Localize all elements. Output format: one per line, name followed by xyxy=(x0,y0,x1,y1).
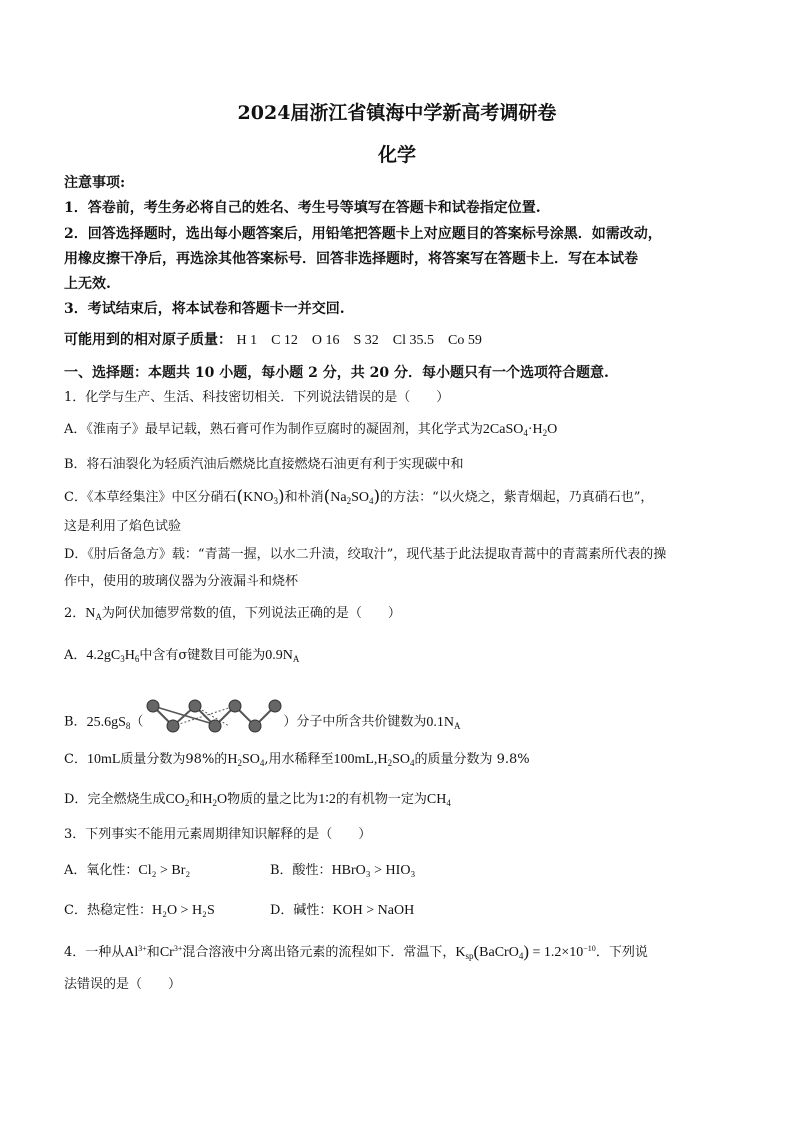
q4-cr3: $Cr^{3+}$ xyxy=(159,944,183,960)
q2-d-ratio: 1∶2 xyxy=(318,792,336,807)
q1-option-d-line-2: 作中，使用的玻璃仪器为分液漏斗和烧杯 xyxy=(64,574,299,589)
q4-stem-line-2: 法错误的是（ ） xyxy=(64,977,182,992)
q2-d-h2o: $H_2O$ xyxy=(202,792,228,808)
q1-a-formula: $2CaSO_4\cdot H_2O$ xyxy=(482,422,558,438)
atomic-mass-values: H 1 C 12 O 16 S 32 Cl 35.5 Co 59 xyxy=(236,333,482,348)
section-1-heading: 一、选择题：本题共 10 小题，每小题 2 分，共 20 分．每小题只有一个选项符合题意. xyxy=(64,365,609,381)
notice-item-2-line-1: 2．回答选择题时，选出每小题答案后，用铅笔把答题卡上对应题目的答案标号涂黑．如需改动， xyxy=(64,226,662,242)
q2-option-b: B．$25.6gS_8$（ ）分子中所含共价键数为$0.1N_A$ xyxy=(64,702,736,742)
q2-c-h2so4-2: $H_2SO_4$ xyxy=(377,752,415,768)
q1-option-c-line-2: 这是利用了焰色试验 xyxy=(64,519,182,534)
q2-na: $N_A$ xyxy=(85,606,102,622)
q1-c-na2so4: $Na_2SO_4$ xyxy=(330,490,374,506)
q1-a-text: A．《淮南子》最早记载，熟石膏可作为制作豆腐时的凝固剂，其化学式为 xyxy=(64,422,483,437)
notice-item-1: 1．答卷前，考生务必将自己的姓名、考生号等填写在答题卡和试卷指定位置. xyxy=(64,200,541,216)
q2-d-ch4: $CH_4$ xyxy=(426,792,451,808)
q3-option-a: A．氧化性：Cl₂ > Br₂ xyxy=(64,863,191,878)
q4-al3: $Al^{3+}$ xyxy=(124,944,147,960)
q1-option-a xyxy=(64,421,736,439)
q3-option-b: B．酸性：HBrO₃ > HIO₃ xyxy=(270,863,416,878)
q3-row-2 xyxy=(64,902,736,920)
q2-option-a: A．$4.2gC_3H_6$中含有σ键数目可能为$0.9N_A$ xyxy=(64,648,300,664)
q2-c-h2so4: $H_2SO_4$ xyxy=(227,752,265,768)
notice-item-2-line-3: 上无效. xyxy=(64,276,111,292)
q2-b-value: $0.1N_A$ xyxy=(426,714,461,731)
q2-d-co2: $CO_2$ xyxy=(165,792,190,808)
q1-c-kno3: $KNO_3$ xyxy=(243,490,278,506)
q2-option-d: D．完全燃烧生成$CO_2$和$H_2O$物质的量之比为1∶2的有机物一定为$CH_4$ xyxy=(64,792,451,808)
q3-option-c: C．热稳定性：H₂O > H₂S xyxy=(64,903,215,918)
q4-ksp: $K_{sp}(BaCrO_4) = 1.2\times 10^{-10}$ xyxy=(455,942,596,961)
q1-stem: 1．化学与生产、生活、科技密切相关．下列说法错误的是（ ） xyxy=(64,390,450,405)
q2-stem: 2．$N_A$为阿伏加德罗常数的值，下列说法正确的是（ ） xyxy=(64,606,401,622)
q2-b-s8: $25.6gS_8$ xyxy=(86,714,131,731)
q1-option-d-line-1: D．《肘后备急方》载：“青蒿一握，以水二升渍，绞取汁”，现代基于此法提取青蒿中的青蒿素所代表的操 xyxy=(64,547,667,562)
q3-stem: 3．下列事实不能用元素周期律知识解释的是（ ） xyxy=(64,827,372,842)
q1-option-c-line-1: C．《本草经集注》中区分硝石$(KNO_3)$和朴消$(Na_2SO_4)$的方法：“以火烧之，紫青烟起，乃真硝石也”， xyxy=(64,487,654,507)
notice-item-2-line-2: 用橡皮擦干净后，再选涂其他答案标号．回答非选择题时，将答案写在答题卡上．写在本试卷 xyxy=(64,251,638,267)
q2-a-c3h6: $4.2gC_3H_6$ xyxy=(86,648,140,664)
subject-title: 化学 xyxy=(377,144,416,166)
q3-option-d: D．碱性：KOH > NaOH xyxy=(270,903,415,918)
q4-stem-line-1: 4．一种从$Al^{3+}$和$Cr^{3+}$混合溶液中分离出铬元素的流程如下．常温下，$K_{sp}(BaCrO_4) = 1.2\times 10^{-10}$．下列说 xyxy=(64,942,648,961)
q2-option-c: C．10mL质量分数为98%的$H_2SO_4$,用水稀释至$100mL,H_2SO_4$的质量分数为 9.8% xyxy=(64,752,530,768)
q1-option-b: B．将石油裂化为轻质汽油后燃烧比直接燃烧石油更有利于实现碳中和 xyxy=(64,457,464,472)
atomic-mass-label: 可能用到的相对原子质量： xyxy=(64,332,232,348)
q2-a-value: $0.9N_A$ xyxy=(265,648,300,664)
exam-title: 2024届浙江省镇海中学新高考调研卷 xyxy=(237,102,557,124)
atomic-mass-line xyxy=(64,331,736,350)
q3-row-1 xyxy=(64,862,736,880)
s8-molecule-icon xyxy=(143,698,283,738)
notice-heading: 注意事项: xyxy=(64,175,126,191)
notice-item-3: 3．考试结束后，将本试卷和答题卡一并交回. xyxy=(64,301,345,317)
